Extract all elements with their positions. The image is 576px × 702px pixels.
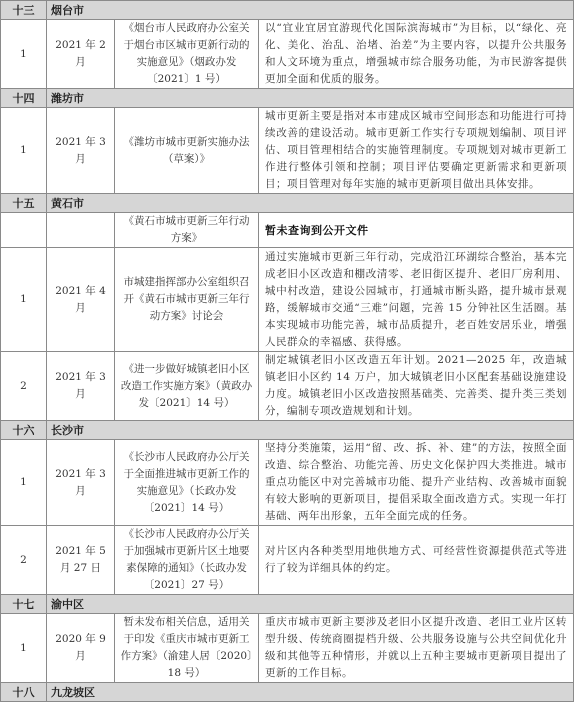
section-city: 黄石市 <box>47 194 574 213</box>
document-content: 重庆市城市更新主要涉及老旧小区提升改造、老旧工业片区转型升级、传统商圈提档升级、公共服务设施与公共空间优化升级和其他等五种情形，并就以上五种主要城市更新项目提出了更新的工作目标。 <box>259 614 574 683</box>
section-city: 烟台市 <box>47 1 574 20</box>
section-header <box>1 683 574 702</box>
row-date: 2021 年 3 月 <box>47 352 115 421</box>
document-name: 《潍坊市城市更新实施办法（草案）》 <box>115 108 259 194</box>
section-header <box>1 595 574 614</box>
section-city: 长沙市 <box>47 421 574 440</box>
document-name: 《黄石市城市更新三年行动方案》 <box>115 213 259 248</box>
row-index: 1 <box>1 440 47 526</box>
section-city: 渝中区 <box>47 595 574 614</box>
table-row <box>1 352 574 421</box>
table-row <box>1 614 574 683</box>
row-index: 1 <box>1 614 47 683</box>
row-date: 2021 年 2 月 <box>47 20 115 89</box>
row-index: 1 <box>1 20 47 89</box>
section-number: 十五 <box>1 194 47 213</box>
document-content: 制定城镇老旧小区改造五年计划。2021—2025 年，改造城镇老旧小区约 14 万户，加大城镇老旧小区配套基础设施建设力度。城镇老旧小区改造按照基础类、完善类、提升类三类划分，编制专项改造规划和计划。 <box>259 352 574 421</box>
row-date: 2021 年 4 月 <box>47 248 115 352</box>
table-row <box>1 108 574 194</box>
table-row <box>1 248 574 352</box>
section-city: 潍坊市 <box>47 89 574 108</box>
document-content: 通过实施城市更新三年行动，完成沿江环湖综合整治，基本完成老旧小区改造和棚改清零、老旧街区提升、老旧厂房利用、城中村改造，建设公园城市，打通城市断头路，提升城市景观路，缓解城市交通“三难”问题，完善 15 分钟社区生活圈。基本实现城市功能完善，城市品质提升，老百姓安居乐业，增强人民群众的幸福感、获得感。 <box>259 248 574 352</box>
document-name: 《长沙市人民政府办公厅关于全面推进城市更新工作的实施意见》（长政办发〔2021〕14 号） <box>115 440 259 526</box>
document-content: 城市更新主要是指对本市建成区城市空间形态和功能进行可持续改善的建设活动。城市更新工作实行专项规划编制、项目评估、项目管理相结合的实施管理制度。专项规划对城市更新工作进行整体引领和控制；项目评估要确定更新需求和更新项目；项目管理对每年实施的城市更新项目做出具体安排。 <box>259 108 574 194</box>
row-date: 2021 年 5 月 27 日 <box>47 526 115 595</box>
section-header <box>1 194 574 213</box>
policy-table-body <box>1 1 574 702</box>
document-content: 对片区内各种类型用地供地方式、可经营性资源提供范式等进行了较为详细具体的约定。 <box>259 526 574 595</box>
section-number: 十八 <box>1 683 47 702</box>
row-index: 1 <box>1 108 47 194</box>
document-content: 以“宜业宜居宜游现代化国际滨海城市”为目标，以“绿化、亮化、美化、治乱、治堵、治差”为主要内容，以提升公共服务和人文环境为重点，增强城市综合服务功能，为市民游客提供更加全面和优质的服务。 <box>259 20 574 89</box>
document-content: 坚持分类施策，运用“留、改、拆、补、建”的方法，按照全面改造、综合整治、功能完善、历史文化保护四大类推进。城市重点功能区中对完善城市功能、提升产业结构、改善城市面貌有较大影响的更新项目，提倡采取全面改造方式。实现一年打基础、两年出形象，五年全面完成的任务。 <box>259 440 574 526</box>
document-name: 《进一步做好城镇老旧小区改造工作实施方案》（黄政办发〔2021〕14 号） <box>115 352 259 421</box>
table-row <box>1 20 574 89</box>
section-number: 十七 <box>1 595 47 614</box>
section-number: 十六 <box>1 421 47 440</box>
row-index: 2 <box>1 352 47 421</box>
section-header <box>1 89 574 108</box>
document-name: 《烟台市人民政府办公室关于烟台市区城市更新行动的实施意见》（烟政办发〔2021〕1 号） <box>115 20 259 89</box>
table-row <box>1 213 574 248</box>
table-row <box>1 526 574 595</box>
row-index: 2 <box>1 526 47 595</box>
document-content: 暂未查询到公开文件 <box>259 213 574 248</box>
section-number: 十三 <box>1 1 47 20</box>
section-number: 十四 <box>1 89 47 108</box>
row-date: 2021 年 3 月 <box>47 108 115 194</box>
document-name: 市城建指挥部办公室组织召开《黄石市城市更新三年行动方案》讨论会 <box>115 248 259 352</box>
row-index <box>1 213 47 248</box>
section-city: 九龙坡区 <box>47 683 574 702</box>
section-header <box>1 421 574 440</box>
table-row <box>1 440 574 526</box>
document-name: 《长沙市人民政府办公厅关于加强城市更新片区土地要素保障的通知》（长政办发〔2021〕27 号） <box>115 526 259 595</box>
row-date <box>47 213 115 248</box>
row-index: 1 <box>1 248 47 352</box>
row-date: 2020 年 9 月 <box>47 614 115 683</box>
row-date: 2021 年 3 月 <box>47 440 115 526</box>
section-header <box>1 1 574 20</box>
document-name: 暂未发布相关信息，适用关于印发《重庆市城市更新工作方案》（渝建人居〔2020〕18 号） <box>115 614 259 683</box>
